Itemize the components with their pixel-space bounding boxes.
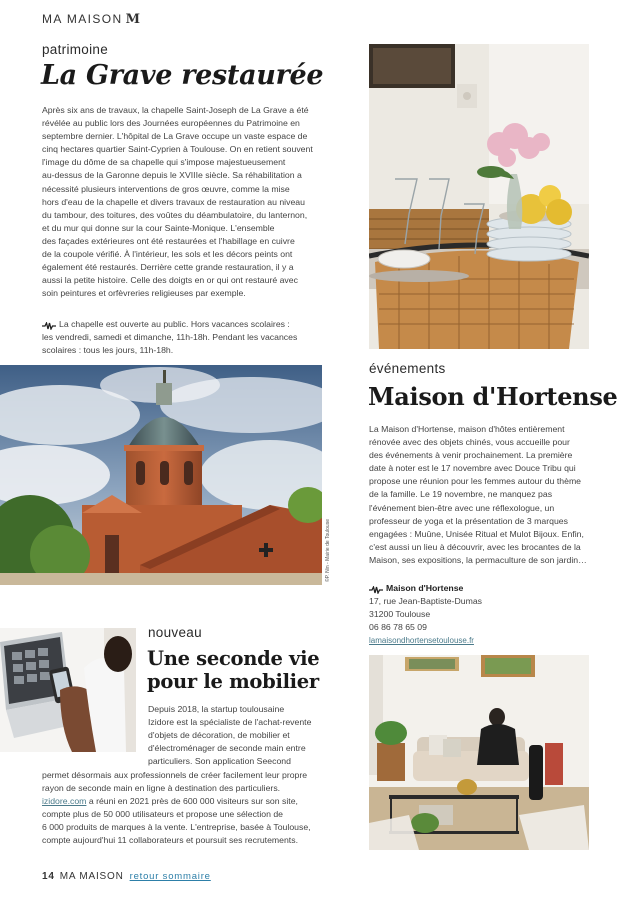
article1-body-line: du tambour, des toitures, des voûtes du déambulatoire, du lanternon, [42, 209, 308, 220]
article1-body-line: nécessité plusieurs interventions de gros œuvre, comme la mise [42, 183, 290, 194]
info-pulse-icon [369, 585, 383, 593]
article2-body [369, 423, 601, 567]
article2-info [369, 582, 601, 647]
living-room-photo [369, 655, 589, 850]
article3-body-narrow [148, 703, 338, 768]
phone-number: 06 86 78 65 09 [369, 622, 427, 632]
article3-title [147, 647, 319, 693]
article1-info-line: La chapelle est ouverte au public. Hors vacances scolaires : [59, 319, 290, 329]
article1-info-line: les vendredi, samedi et dimanche, 11h-18h. Pendant les vacances [42, 332, 298, 343]
article1-title: La Grave restaurée [41, 60, 324, 91]
article3-body-line: compte aujourd'hui 11 collaborateurs et poursuit ses recrutements. [42, 835, 298, 846]
article3-body-line: 6 000 produits de marques à la vente. L'entreprise, basée à Toulouse, [42, 822, 311, 833]
article1-info [42, 318, 332, 357]
article3-body-wide [42, 769, 342, 848]
article1-body-line: l'image du dôme de sa chapelle qui s'impose majestueusement [42, 157, 286, 168]
magazine-logo-mark: M [125, 12, 142, 27]
article3-body-line: permet désormais aux professionnels de créer facilement leur propre [42, 770, 308, 780]
footer-magazine-name: MA MAISON [59, 871, 124, 882]
article1-body-line: au-dessus de la Garonne depuis le XVIIIe siècle. Sa réhabilitation a [42, 170, 302, 181]
article2-kicker: événements [369, 361, 446, 376]
article3-kicker: nouveau [148, 625, 202, 640]
article2-body-line: c'est aussi un lieu à découvrir, avec les brocantes de la [369, 541, 581, 552]
article3-title-line: Une seconde vie [147, 647, 320, 670]
article2-body-line: La Maison d'Hortense, maison d'hôtes entièrement [369, 424, 565, 434]
article1-body-line: révélée au public lors des Journées européennes du Patrimoine en [42, 118, 300, 129]
article2-body-line: des événements à venir prochainement. La première [369, 450, 573, 461]
article3-body-line: Depuis 2018, la startup toulousaine [148, 704, 285, 714]
address-city: 31200 Toulouse [369, 609, 431, 619]
info-pulse-icon [42, 321, 56, 329]
address-street: 17, rue Jean-Baptiste-Dumas [369, 596, 482, 606]
article1-body-line: et du mur qui donne sur la cour Sainte-Monique. L'ensemble [42, 222, 275, 233]
article1-body-line: également été restaurés. Derrière cette grande restauration, il y a [42, 262, 294, 273]
article3-body-line: a réuni en 2021 près de 600 000 visiteurs sur son site, [86, 796, 298, 807]
article1-body-line: soin peintures et orfèvreries religieuses par exemple. [42, 288, 246, 299]
izidore-link[interactable]: izidore.com [42, 796, 87, 807]
article2-body-line: professeur de yoga et la présentation de 3 marques [369, 515, 568, 526]
article1-body-line: septembre dernier. L'hôpital de La Grave occupe un vaste espace de [42, 131, 308, 142]
website-link[interactable]: lamaisondhortensetoulouse.fr [369, 636, 474, 645]
article3-title-line: pour le mobilier [147, 670, 319, 693]
masthead [42, 12, 141, 27]
article1-body-line: aussi la petite histoire. Celle des doigts en or qui ont restauré avec [42, 275, 298, 286]
laptop-phone-photo [0, 628, 136, 752]
chapel-photo [0, 365, 322, 585]
article1-body-line: hors d'eau de la chapelle et divers travaux de restauration au niveau [42, 196, 305, 207]
article1-body-line: cinq hectares quartier Saint-Cyprien à Toulouse. On en retient souvent [42, 144, 313, 155]
article3-body-line: particuliers. Son application Seecond [148, 756, 291, 767]
article3-body-line: Izidore est la spécialiste de l'achat-revente [148, 717, 312, 728]
article2-body-line: date à noter est le 17 novembre avec Douce Tribu qui [369, 463, 576, 474]
article1-body [42, 104, 332, 300]
article2-body-line: de la famille. Le 19 novembre, ne manquez pas [369, 489, 553, 500]
page-number: 14 [42, 871, 55, 882]
article3-body-line: d'électroménager de seconde main entre [148, 743, 306, 754]
article2-body-line: rénovée avec des objets chinés, vous accueille pour [369, 437, 570, 448]
article2-body-line: Maison, ses expositions, la permaculture de son jardin… [369, 554, 587, 565]
article2-body-line: engagées : Muûne, Unisée Ritual et Mulot Bijoux. Enfin, [369, 528, 584, 539]
article2-body-line: l'événement bien-être avec une réflexologue, un [369, 502, 555, 513]
table-setting-photo [369, 44, 589, 349]
article1-body-line: Après six ans de travaux, la chapelle Saint-Joseph de La Grave a été [42, 105, 309, 115]
magazine-name: MA MAISON [42, 12, 123, 26]
article1-body-line: des façades extérieures ont été restaurées et l'habillage en cuivre [42, 235, 295, 246]
photo-credit: ©P. Nin - Mairie de Toulouse [325, 519, 331, 582]
article2-title: Maison d'Hortense [368, 382, 618, 411]
article1-kicker: patrimoine [42, 42, 109, 57]
article2-info-title: Maison d'Hortense [386, 583, 464, 593]
article3-body-line: d'objets de décoration, de mobilier et [148, 730, 290, 741]
article3-body-line: compte plus de 50 000 utilisateurs et propose une sélection de [42, 809, 283, 820]
article1-body-line: de la coupole vérifié. À l'intérieur, les sols et les décors peints ont [42, 249, 293, 260]
article3-body-line: rayon de seconde main en ligne à destination des particuliers. [42, 783, 281, 794]
page-footer [42, 871, 211, 882]
article1-info-line: scolaires : tous les jours, 11h-18h. [42, 345, 174, 356]
article2-body-line: propose une réunion pour les femmes autour du thème [369, 476, 582, 487]
back-to-contents-link[interactable]: retour sommaire [129, 871, 211, 882]
